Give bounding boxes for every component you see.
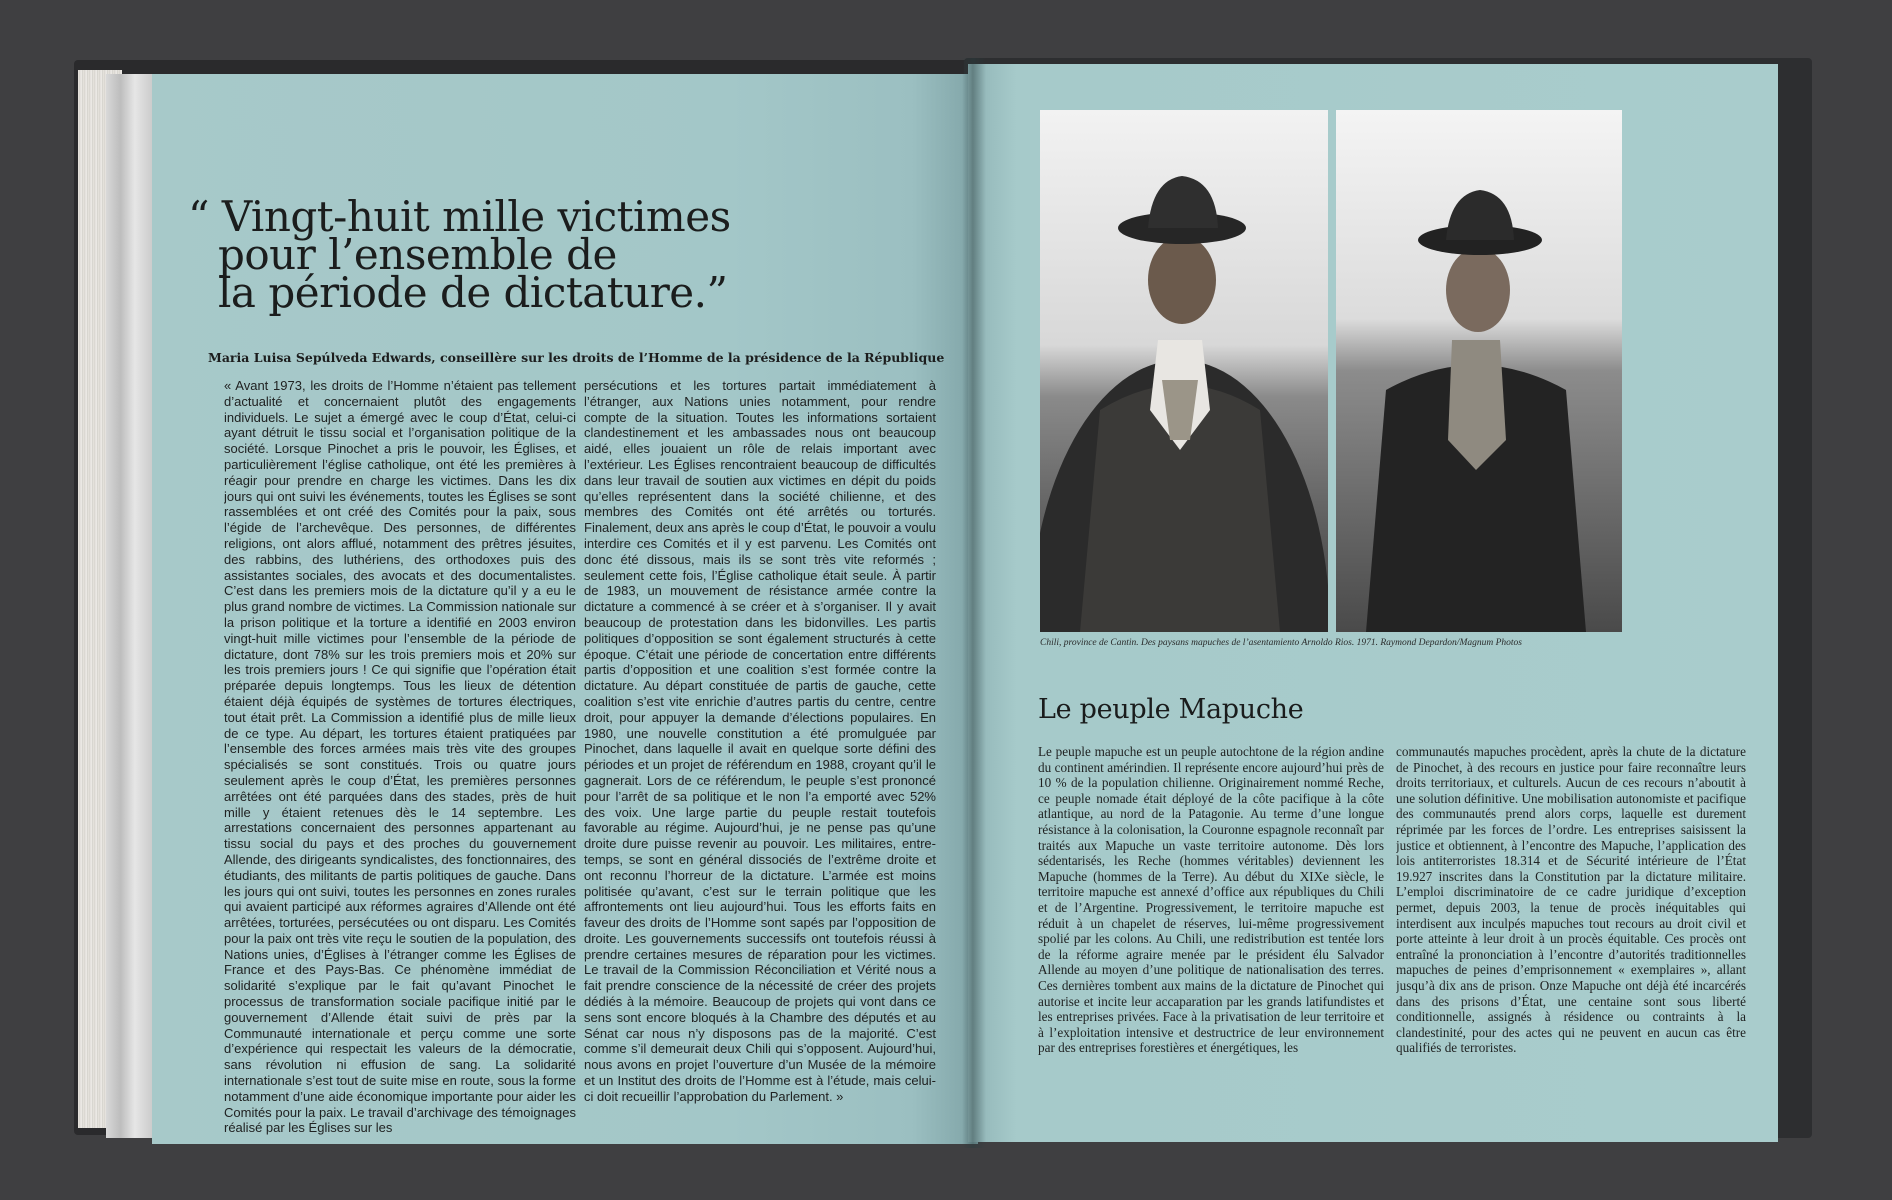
pull-quote-line: la période de dictature.” [218, 268, 728, 317]
pull-quote-line: pour l’ensemble de [218, 230, 617, 279]
quote-attribution: Maria Luisa Sepúlveda Edwards, conseillère sur les droits de l’Homme de la présidence de la République [208, 350, 945, 365]
section-title: Le peuple Mapuche [1038, 694, 1304, 725]
left-page [152, 74, 978, 1144]
previous-page-photo-edge [106, 74, 154, 1138]
interview-column-1: « Avant 1973, les droits de l’Homme n’étaient pas tellement d’actualité et concernaient plutôt des engagements individuels. Le sujet a émergé avec le coup d’État, celui-ci ayant détruit le tissu social et l’organisation politique de la société. Lorsque Pinochet a pris le pouvoir, les Églises, et particulièrement l’église catholique, ont été les premières à réagir pour prendre en charge les victimes. Dans les dix jours qui ont suivi les événements, toutes les Églises se sont rassemblées et ont créé des Comités pour la paix, sous l’égide de l’archevêque. Des personnes, de différentes religions, ont alors afflué, notamment des prêtres jésuites, des rabbins, des luthériens, des orthodoxes puis des assistantes sociales, des avocats et des documentalistes. C’est dans les premiers mois de la dictature qu’il y a eu le plus grand nombre de victimes. La Commission nationale sur la prison politique et la torture a identifié en 2003 environ vingt-huit mille victimes pour l’ensemble de la période de dictature, dont 78% sur les trois premiers mois et 20% sur les trois premiers jours ! Ce qui signifie que l’opération était préparée depuis longtemps. Tous les lieux de détention étaient déjà équipés de systèmes de tortures électriques, tout était prêt. La Commission a identifié plus de mille lieux de ce type. Au départ, les tortures étaient pratiquées par l’ensemble des forces armées mais très vite des groupes spécialisés se sont constitués. Trois ou quatre jours seulement après le coup d’État, les premières personnes arrêtées ont été parquées dans des stades, près de huit mille y étaient retenues dès le 14 septembre. Les arrestations concernaient des personnes appartenant au tissu social du pays et des proches du gouvernement Allende, des dirigeants syndicalistes, des fonctionnaires, des étudiants, des militants de partis politiques de gauche. Dans les jours qui ont suivi, toutes les personnes en zones rurales qui avaient participé aux réformes agraires d’Allende ont été arrêtées, torturées, persécutées ou ont disparu. Les Comités pour la paix ont très vite reçu le soutien de la population, des Nations unies, d’Églises à l’étranger comme les Églises de France et des Pays-Bas. Ce phénomène immédiat de solidarité s’explique par le fait qu’avant Pinochet le processus de transformation sociale pacifique initié par le gouvernement d’Allende était suivi de près par la Communauté internationale et perçu comme une sorte d’expérience qui respectait les valeurs de la démocratie, sans révolution ni effusion de sang. La solidarité internationale s’est tout de suite mise en route, sous la forme notamment d’une aide économique importante pour aider les Comités pour la paix. Le travail d’archivage des témoignages réalisé par les Églises sur les [224, 378, 576, 1136]
pull-quote-line: “ Vingt-huit mille victimes [188, 192, 731, 241]
portrait-photo-young-man [1040, 110, 1328, 632]
portrait-photo-old-man [1336, 110, 1622, 632]
book-gutter [962, 58, 986, 1148]
pull-quote [188, 192, 808, 317]
mapuche-column-1: Le peuple mapuche est un peuple autochtone de la région andine du continent amérindien. Il représente encore aujourd’hui près de 10 % de la population chilienne. Originairement nommé Reche, ce peuple nomade était déployé de la côte pacifique à la côte atlantique, au nord de la Patagonie. Au terme d’une longue résistance à la colonisation, la Couronne espagnole reconnaît par traités aux Mapuche un vaste territoire autonome. Dès lors sédentarisés, les Reche (hommes véritables) deviennent les Mapuche (hommes de la Terre). Au début du XIXe siècle, le territoire mapuche est annexé d’office aux républiques du Chili et de l’Argentine. Progressivement, le territoire mapuche est réduit à un chapelet de réserves, lui-même progressivement spolié par les colons. Au Chili, une redistribution est tentée lors de la réforme agraire menée par le président élu Salvador Allende au moyen d’une politique de nationalisation des terres. Ces dernières tombent aux mains de la dictature de Pinochet qui autorise et incite leur accaparation par les grands latifundistes et les entreprises privées. Face à la privatisation de leur territoire et à l’exploitation intensive et destructrice de leur environnement par des entreprises forestières et énergétiques, les [1038, 744, 1384, 1056]
interview-column-2: persécutions et les tortures partait immédiatement à l’étranger, aux Nations unies notamment, pour rendre compte de la situation. Toutes les informations sortaient clandestinement et les ambassades nous ont beaucoup aidé, elles jouaient un rôle de relais important avec l’extérieur. Les Églises rencontraient beaucoup de difficultés dans leur travail de soutien aux victimes en dépit du poids qu’elles représentent dans la société chilienne, et des membres des Comités ont été arrêtés ou torturés. Finalement, deux ans après le coup d’État, le pouvoir a voulu interdire ces Comités et il y est parvenu. Les Comités ont donc été dissous, mais ils se sont très vite reformés ; seulement cette fois, l’Église catholique était seule. À partir de 1983, un mouvement de résistance armée contre la dictature a commencé à se créer et à s’organiser. Il y avait beaucoup de protestation dans les bidonvilles. Les partis politiques d’opposition se sont également structurés à cette époque. C’était une période de concertation entre différents partis d’opposition et une coalition s’est formée contre la dictature. Au départ constituée de partis de gauche, cette coalition s’est vite enrichie d’autres partis du centre, centre droit, pour appuyer la demande d’élections populaires. En 1980, une nouvelle constitution a été promulguée par Pinochet, dans laquelle il avait en quelque sorte défini des périodes et un projet de référendum en 1988, croyant qu’il le gagnerait. Lors de ce référendum, le peuple s’est prononcé pour l’arrêt de sa politique et le non l’a emporté avec 52% des voix. Une large partie du peuple restait toutefois favorable au régime. Aujourd’hui, je ne pense pas qu’une droite dure puisse revenir au pouvoir. Les militaires, entre-temps, se sont en général dissociés de l’extrême droite et ont reconnu l’horreur de la dictature. L’armée est moins politisée qu’avant, c’est sur le terrain politique que les affrontements ont lieu aujourd’hui. Tous les efforts faits en faveur des droits de l’Homme sont sapés par l’opposition de droite. Les gouvernements successifs ont toutefois réussi à prendre certaines mesures de réparation pour les victimes. Le travail de la Commission Réconciliation et Vérité nous a fait prendre conscience de la nécessité de créer des projets dédiés à la mémoire. Beaucoup de projets qui vont dans ce sens sont encore bloqués à la Chambre des députés et au Sénat car nous n’y disposons pas de la majorité. C’est comme s’il demeurait deux Chili qui s’opposent. Aujourd’hui, nous avons en projet l’ouverture d’un Musée de la mémoire et un Institut des droits de l’Homme est à l’étude, mais celui-ci doit recueillir l’approbation du Parlement. » [584, 378, 936, 1104]
right-page [968, 64, 1778, 1142]
photo-caption: Chili, province de Cantin. Des paysans mapuches de l’asentamiento Arnoldo Rios. 1971. Raymond Depardon/Magnum Photos [1040, 638, 1522, 648]
mapuche-column-2: communautés mapuches procèdent, après la chute de la dictature de Pinochet, à des recours en justice pour faire reconnaître leurs droits territoriaux, et culturels. Aucun de ces recours n’aboutit à une solution définitive. Une mobilisation autonomiste et pacifique des communautés prend alors corps, laquelle est durement réprimée par les forces de l’ordre. Les entreprises saisissent la justice et obtiennent, à l’encontre des Mapuche, l’application des lois antiterroristes 18.314 et de Sécurité intérieure de l’État 19.927 inscrites dans la Constitution par la dictature militaire. L’emploi discriminatoire de ce cadre juridique d’exception permet, depuis 2003, la tenue de procès inéquitables qui interdisent aux inculpés mapuches tout recours au droit civil et porte atteinte à leur droit à un procès équitable. Ces procès ont entraîné la prononciation à l’encontre d’autorités traditionnelles mapuches de peines d’emprisonnement « exemplaires », allant jusqu’à dix ans de prison. Onze Mapuche ont déjà été incarcérés dans des prisons d’État, une centaine sont sous liberté conditionnelle, assignés à résidence ou contraints à la clandestinité, pour des actes qui ne peuvent en aucun cas être qualifiés de terroristes. [1396, 744, 1746, 1056]
